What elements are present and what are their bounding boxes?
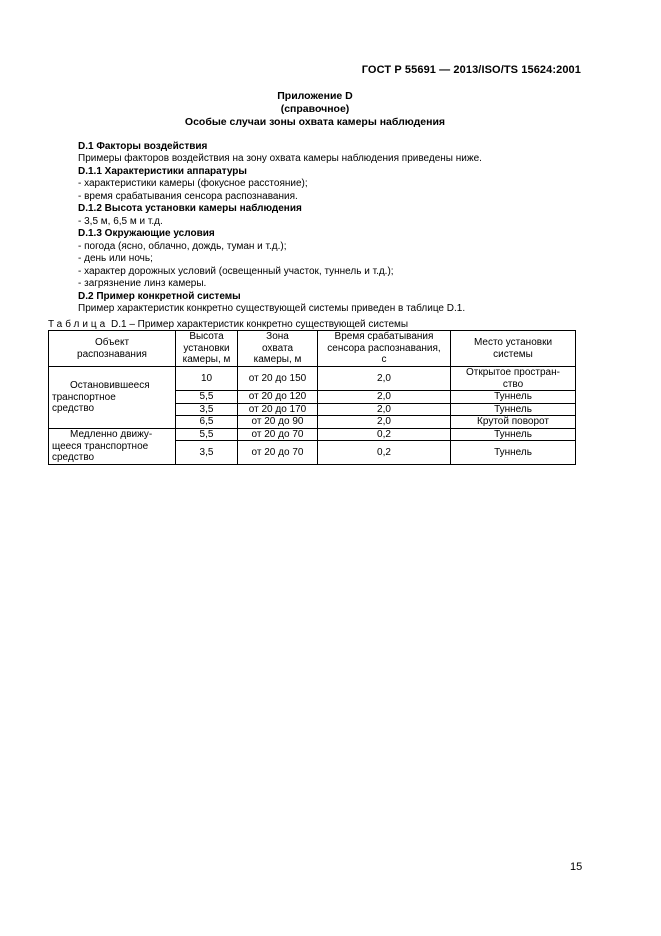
time-cell: 2,0 bbox=[318, 367, 451, 391]
table-caption bbox=[48, 319, 408, 330]
place-line: ство bbox=[502, 378, 524, 390]
body-line: Пример характеристик конкретно существующей системы приведен в таблице D.1. bbox=[78, 303, 466, 314]
body-line: - характер дорожных условий (освещенный участок, туннель и т.д.); bbox=[78, 266, 394, 277]
time-cell: 2,0 bbox=[318, 416, 451, 429]
place-cell bbox=[451, 367, 576, 391]
zone-cell: от 20 до 120 bbox=[238, 391, 318, 404]
body-line: - 3,5 м, 6,5 м и т.д. bbox=[78, 216, 163, 227]
zone-cell: от 20 до 170 bbox=[238, 403, 318, 416]
document-header: ГОСТ Р 55691 — 2013/ISO/TS 15624:2001 bbox=[361, 64, 581, 76]
object-line: транспортное bbox=[52, 391, 116, 403]
object-line: щееся транспортное bbox=[52, 440, 149, 452]
header-line: установки bbox=[183, 342, 230, 354]
place-cell bbox=[451, 403, 576, 416]
zone-cell: от 20 до 70 bbox=[238, 428, 318, 441]
zone-cell: от 20 до 70 bbox=[238, 441, 318, 465]
header-line: Высота bbox=[189, 331, 224, 343]
body-line: - характеристики камеры (фокусное расстояние); bbox=[78, 178, 308, 189]
time-cell: 0,2 bbox=[318, 428, 451, 441]
table-header-cell bbox=[451, 331, 576, 367]
place-line: Туннель bbox=[494, 403, 532, 415]
section-heading: D.1.3 Окружающие условия bbox=[78, 228, 215, 239]
appendix-heading: Особые случаи зоны охвата камеры наблюдения bbox=[184, 116, 446, 128]
place-cell bbox=[451, 391, 576, 404]
zone-cell: от 20 до 90 bbox=[238, 416, 318, 429]
header-line: охвата bbox=[261, 342, 294, 354]
table-header-cell bbox=[318, 331, 451, 367]
page-number: 15 bbox=[570, 861, 583, 873]
object-cell bbox=[49, 428, 176, 465]
header-line: системы bbox=[493, 348, 533, 360]
table-header-row bbox=[49, 331, 576, 367]
object-line: средство bbox=[52, 403, 95, 414]
place-cell bbox=[451, 428, 576, 441]
header-line: распознавания bbox=[77, 348, 147, 360]
body-line: - загрязнение линз камеры. bbox=[78, 278, 207, 289]
height-cell: 3,5 bbox=[176, 403, 238, 416]
header-line: с bbox=[381, 354, 387, 366]
height-cell: 3,5 bbox=[176, 441, 238, 465]
object-line: Остановившееся bbox=[70, 380, 150, 391]
place-cell bbox=[451, 416, 576, 429]
header-line: камеры, м bbox=[253, 354, 302, 366]
place-line: Туннель bbox=[494, 428, 532, 440]
height-cell: 10 bbox=[176, 367, 238, 391]
place-line: Открытое простран- bbox=[466, 367, 560, 378]
time-cell: 0,2 bbox=[318, 441, 451, 465]
appendix-subtitle: (справочное) bbox=[280, 103, 350, 115]
table-row bbox=[49, 367, 576, 391]
table-row bbox=[49, 428, 576, 441]
object-line: средство bbox=[52, 452, 95, 463]
section-heading: D.1.1 Характеристики аппаратуры bbox=[78, 166, 247, 177]
place-line: Туннель bbox=[494, 391, 532, 402]
appendix-title: Приложение D bbox=[277, 90, 353, 102]
table-header-cell bbox=[49, 331, 176, 367]
place-cell bbox=[451, 441, 576, 465]
header-line: камеры, м bbox=[182, 354, 231, 366]
header-line: Место установки bbox=[473, 337, 553, 348]
section-heading: D.1.2 Высота установки камеры наблюдения bbox=[78, 203, 302, 214]
body-line: - день или ночь; bbox=[78, 253, 153, 264]
time-cell: 2,0 bbox=[318, 403, 451, 416]
object-cell bbox=[49, 367, 176, 429]
place-line: Крутой поворот bbox=[477, 416, 549, 427]
body-line: - время срабатывания сенсора распознавания. bbox=[78, 191, 298, 202]
table-header-cell bbox=[238, 331, 318, 367]
header-line: Объект bbox=[94, 337, 130, 348]
time-cell: 2,0 bbox=[318, 391, 451, 404]
height-cell: 6,5 bbox=[176, 416, 238, 429]
section-heading: D.1 Факторы воздействия bbox=[78, 141, 208, 152]
body-line: - погода (ясно, облачно, дождь, туман и т.д.); bbox=[78, 241, 287, 252]
header-line: сенсора распознавания, bbox=[327, 342, 441, 354]
characteristics-table bbox=[48, 330, 576, 465]
section-heading: D.2 Пример конкретной системы bbox=[78, 291, 241, 302]
table-header-cell bbox=[176, 331, 238, 367]
table-caption-word: Таблица bbox=[48, 319, 109, 330]
object-line: Медленно движу- bbox=[70, 429, 153, 440]
header-line: Время срабатывания bbox=[334, 331, 434, 343]
table-caption-text: D.1 – Пример характеристик конкретно существующей системы bbox=[111, 319, 409, 330]
body-line: Примеры факторов воздействия на зону охвата камеры наблюдения приведены ниже. bbox=[78, 153, 482, 164]
zone-cell: от 20 до 150 bbox=[238, 367, 318, 391]
height-cell: 5,5 bbox=[176, 391, 238, 404]
place-line: Туннель bbox=[494, 446, 532, 458]
header-line: Зона bbox=[266, 331, 289, 343]
height-cell: 5,5 bbox=[176, 428, 238, 441]
